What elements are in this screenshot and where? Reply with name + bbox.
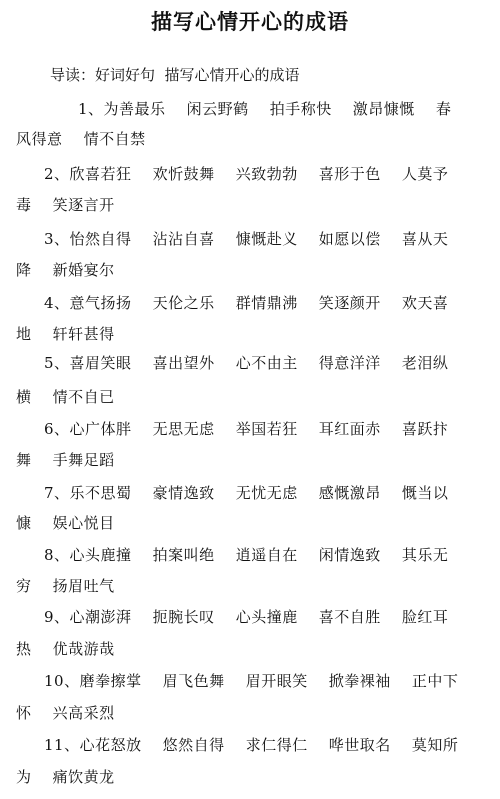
entry-3-line-1: 3、怡然自得 沾沾自喜 慷慨赴义 如愿以偿 喜从天 [44,230,449,248]
entry-9-line-2: 热 优哉游哉 [16,640,115,658]
entry-2-line-1: 2、欣喜若狂 欢忻鼓舞 兴致勃勃 喜形于色 人莫予 [44,165,449,183]
entry-1-line-2: 风得意 情不自禁 [16,130,146,148]
intro-line: 导读：好词好句 描写心情开心的成语 [50,66,300,84]
entry-7-line-2: 慷 娱心悦目 [16,514,115,532]
entry-6-line-2: 舞 手舞足蹈 [16,451,115,469]
document-title: 描写心情开心的成语 [151,10,349,34]
entry-10-line-1: 10、磨拳擦掌 眉飞色舞 眉开眼笑 掀拳裸袖 正中下 [44,672,459,690]
entry-10-line-2: 怀 兴高采烈 [16,704,115,722]
entry-3-line-2: 降 新婚宴尔 [16,261,115,279]
entry-8-line-1: 8、心头鹿撞 拍案叫绝 逍遥自在 闲情逸致 其乐无 [44,546,449,564]
entry-5-line-2: 横 情不自已 [16,388,115,406]
entry-7-line-1: 7、乐不思蜀 豪情逸致 无忧无虑 感慨激昂 慨当以 [44,484,449,502]
entry-4-line-2: 地 轩轩甚得 [16,325,115,343]
entry-9-line-1: 9、心潮澎湃 扼腕长叹 心头撞鹿 喜不自胜 脸红耳 [44,608,449,626]
entry-4-line-1: 4、意气扬扬 天伦之乐 群情鼎沸 笑逐颜开 欢天喜 [44,294,449,312]
entry-6-line-1: 6、心广体胖 无思无虑 举国若狂 耳红面赤 喜跃抃 [44,420,449,438]
entry-11-line-2: 为 痛饮黄龙 [16,768,115,786]
entry-5-line-1: 5、喜眉笑眼 喜出望外 心不由主 得意洋洋 老泪纵 [44,354,449,372]
entry-2-line-2: 毒 笑逐言开 [16,196,115,214]
entry-1-line-1: 1、为善最乐 闲云野鹤 拍手称快 激昂慷慨 春 [78,100,452,118]
entry-11-line-1: 11、心花怒放 悠然自得 求仁得仁 哗世取名 莫知所 [44,736,459,754]
entry-8-line-2: 穷 扬眉吐气 [16,577,115,595]
